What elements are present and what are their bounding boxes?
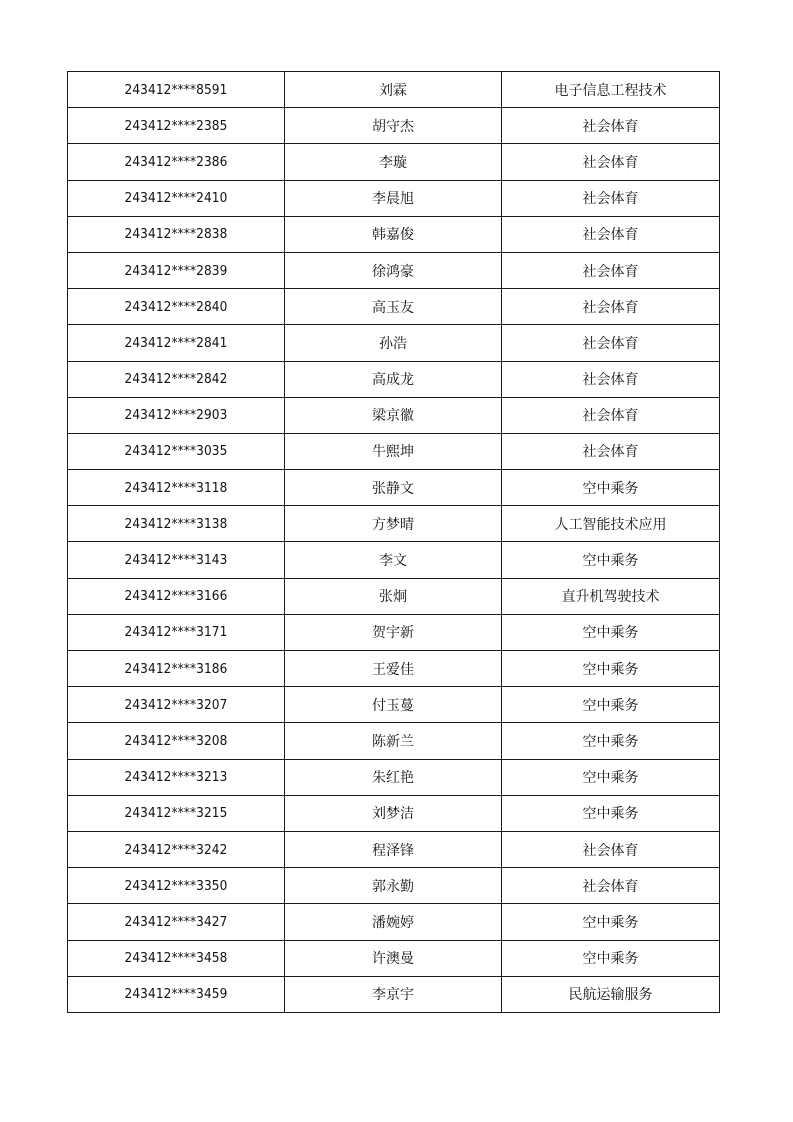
table-row [68, 831, 720, 867]
student-id-cell: 243412****3138 [68, 506, 285, 542]
major-cell: 直升机驾驶技术 [502, 578, 720, 614]
major-cell: 人工智能技术应用 [502, 506, 720, 542]
major-cell: 空中乘务 [502, 795, 720, 831]
student-id-cell: 243412****3118 [68, 470, 285, 506]
student-id-cell: 243412****3215 [68, 795, 285, 831]
student-id-cell: 243412****3207 [68, 687, 285, 723]
student-name-cell: 高玉友 [285, 289, 502, 325]
major-cell: 社会体育 [502, 180, 720, 216]
roster-table-body [68, 72, 720, 1013]
major-cell: 空中乘务 [502, 614, 720, 650]
student-name-cell: 牛熙坤 [285, 433, 502, 469]
student-name-cell: 李晨旭 [285, 180, 502, 216]
major-cell: 空中乘务 [502, 687, 720, 723]
major-cell: 空中乘务 [502, 542, 720, 578]
student-id-cell: 243412****3458 [68, 940, 285, 976]
table-row [68, 651, 720, 687]
student-id-cell: 243412****2842 [68, 361, 285, 397]
student-name-cell: 许澳曼 [285, 940, 502, 976]
table-row [68, 108, 720, 144]
student-name-cell: 张炯 [285, 578, 502, 614]
table-row [68, 542, 720, 578]
student-id-cell: 243412****3208 [68, 723, 285, 759]
table-row [68, 470, 720, 506]
table-row [68, 868, 720, 904]
student-name-cell: 孙浩 [285, 325, 502, 361]
table-row [68, 252, 720, 288]
table-row [68, 614, 720, 650]
student-id-cell: 243412****3166 [68, 578, 285, 614]
major-cell: 民航运输服务 [502, 976, 720, 1012]
student-id-cell: 243412****3242 [68, 831, 285, 867]
student-name-cell: 徐鸿豪 [285, 252, 502, 288]
roster-table [67, 71, 720, 1013]
major-cell: 社会体育 [502, 868, 720, 904]
table-row [68, 940, 720, 976]
student-id-cell: 243412****3350 [68, 868, 285, 904]
major-cell: 社会体育 [502, 108, 720, 144]
student-name-cell: 陈新兰 [285, 723, 502, 759]
student-name-cell: 韩嘉俊 [285, 216, 502, 252]
table-row [68, 180, 720, 216]
major-cell: 社会体育 [502, 831, 720, 867]
table-row [68, 72, 720, 108]
student-id-cell: 243412****3213 [68, 759, 285, 795]
table-row [68, 361, 720, 397]
major-cell: 社会体育 [502, 433, 720, 469]
table-row [68, 687, 720, 723]
major-cell: 空中乘务 [502, 723, 720, 759]
major-cell: 社会体育 [502, 397, 720, 433]
student-name-cell: 朱红艳 [285, 759, 502, 795]
major-cell: 空中乘务 [502, 651, 720, 687]
student-id-cell: 243412****3035 [68, 433, 285, 469]
table-row [68, 289, 720, 325]
student-id-cell: 243412****3143 [68, 542, 285, 578]
student-name-cell: 胡守杰 [285, 108, 502, 144]
major-cell: 空中乘务 [502, 759, 720, 795]
student-name-cell: 刘梦洁 [285, 795, 502, 831]
student-name-cell: 刘霖 [285, 72, 502, 108]
table-row [68, 795, 720, 831]
student-id-cell: 243412****3186 [68, 651, 285, 687]
student-id-cell: 243412****8591 [68, 72, 285, 108]
student-id-cell: 243412****2903 [68, 397, 285, 433]
major-cell: 社会体育 [502, 252, 720, 288]
table-row [68, 325, 720, 361]
student-id-cell: 243412****2838 [68, 216, 285, 252]
table-row [68, 759, 720, 795]
student-name-cell: 程泽锋 [285, 831, 502, 867]
major-cell: 社会体育 [502, 361, 720, 397]
major-cell: 社会体育 [502, 325, 720, 361]
table-row [68, 578, 720, 614]
student-name-cell: 潘婉婷 [285, 904, 502, 940]
student-id-cell: 243412****3459 [68, 976, 285, 1012]
student-name-cell: 李京宇 [285, 976, 502, 1012]
table-row [68, 506, 720, 542]
table-row [68, 723, 720, 759]
student-name-cell: 李璇 [285, 144, 502, 180]
student-name-cell: 贺宇新 [285, 614, 502, 650]
table-row [68, 144, 720, 180]
student-id-cell: 243412****3427 [68, 904, 285, 940]
student-id-cell: 243412****2841 [68, 325, 285, 361]
student-id-cell: 243412****2410 [68, 180, 285, 216]
table-row [68, 976, 720, 1012]
student-name-cell: 王爱佳 [285, 651, 502, 687]
student-id-cell: 243412****2840 [68, 289, 285, 325]
student-name-cell: 梁京徽 [285, 397, 502, 433]
table-row [68, 397, 720, 433]
major-cell: 空中乘务 [502, 940, 720, 976]
student-id-cell: 243412****2386 [68, 144, 285, 180]
major-cell: 空中乘务 [502, 470, 720, 506]
major-cell: 电子信息工程技术 [502, 72, 720, 108]
major-cell: 社会体育 [502, 216, 720, 252]
student-name-cell: 李文 [285, 542, 502, 578]
student-name-cell: 张静文 [285, 470, 502, 506]
table-row [68, 433, 720, 469]
table-row [68, 904, 720, 940]
student-name-cell: 郭永勤 [285, 868, 502, 904]
major-cell: 社会体育 [502, 144, 720, 180]
table-row [68, 216, 720, 252]
student-id-cell: 243412****2839 [68, 252, 285, 288]
student-id-cell: 243412****3171 [68, 614, 285, 650]
student-name-cell: 高成龙 [285, 361, 502, 397]
student-name-cell: 付玉蔓 [285, 687, 502, 723]
student-name-cell: 方梦晴 [285, 506, 502, 542]
major-cell: 社会体育 [502, 289, 720, 325]
major-cell: 空中乘务 [502, 904, 720, 940]
student-id-cell: 243412****2385 [68, 108, 285, 144]
